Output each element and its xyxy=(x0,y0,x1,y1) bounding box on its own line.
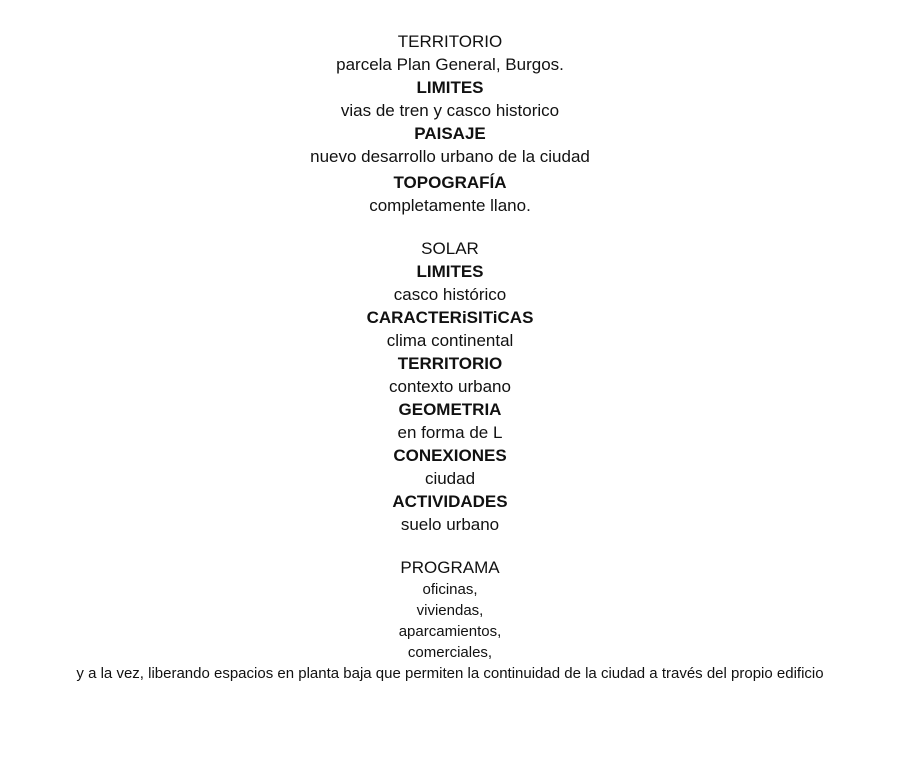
solar-geometria-value: en forma de L xyxy=(397,423,503,442)
section-title: SOLAR xyxy=(421,239,479,258)
solar-caracteristicas-label: CARACTERiSITiCAS xyxy=(366,308,534,327)
programa-item: viviendas, xyxy=(416,602,484,619)
territorio-limites-label: LIMITES xyxy=(416,78,484,97)
section-programa xyxy=(0,556,900,684)
solar-actividades-value: suelo urbano xyxy=(400,515,500,534)
solar-conexiones-value: ciudad xyxy=(424,469,476,488)
solar-conexiones-label: CONEXIONES xyxy=(393,446,507,465)
programa-item: comerciales, xyxy=(407,644,493,661)
solar-geometria-label: GEOMETRIA xyxy=(398,400,502,419)
document xyxy=(0,30,900,704)
solar-limites-label: LIMITES xyxy=(416,262,484,281)
solar-territorio-label: TERRITORIO xyxy=(397,354,503,373)
territorio-topografia-label: TOPOGRAFÍA xyxy=(393,173,507,192)
programa-closing: y a la vez, liberando espacios en planta baja que permiten la continuidad de la ciudad a través del propio edificio xyxy=(76,665,824,682)
section-title: PROGRAMA xyxy=(400,558,500,577)
solar-actividades-label: ACTIVIDADES xyxy=(392,492,508,511)
solar-limites-value: casco histórico xyxy=(393,285,507,304)
solar-territorio-value: contexto urbano xyxy=(389,377,511,396)
territorio-paisaje-label: PAISAJE xyxy=(414,124,486,143)
territorio-topografia-value: completamente llano. xyxy=(369,196,531,215)
section-solar xyxy=(0,237,900,536)
solar-caracteristicas-value: clima continental xyxy=(386,331,514,350)
section-territorio xyxy=(0,30,900,217)
territorio-parcela: parcela Plan General, Burgos. xyxy=(336,55,564,74)
programa-item: oficinas, xyxy=(422,581,478,598)
section-title: TERRITORIO xyxy=(397,32,503,51)
programa-item: aparcamientos, xyxy=(398,623,502,640)
territorio-paisaje-value: nuevo desarrollo urbano de la ciudad xyxy=(310,147,590,166)
territorio-limites-value: vias de tren y casco historico xyxy=(340,101,560,120)
